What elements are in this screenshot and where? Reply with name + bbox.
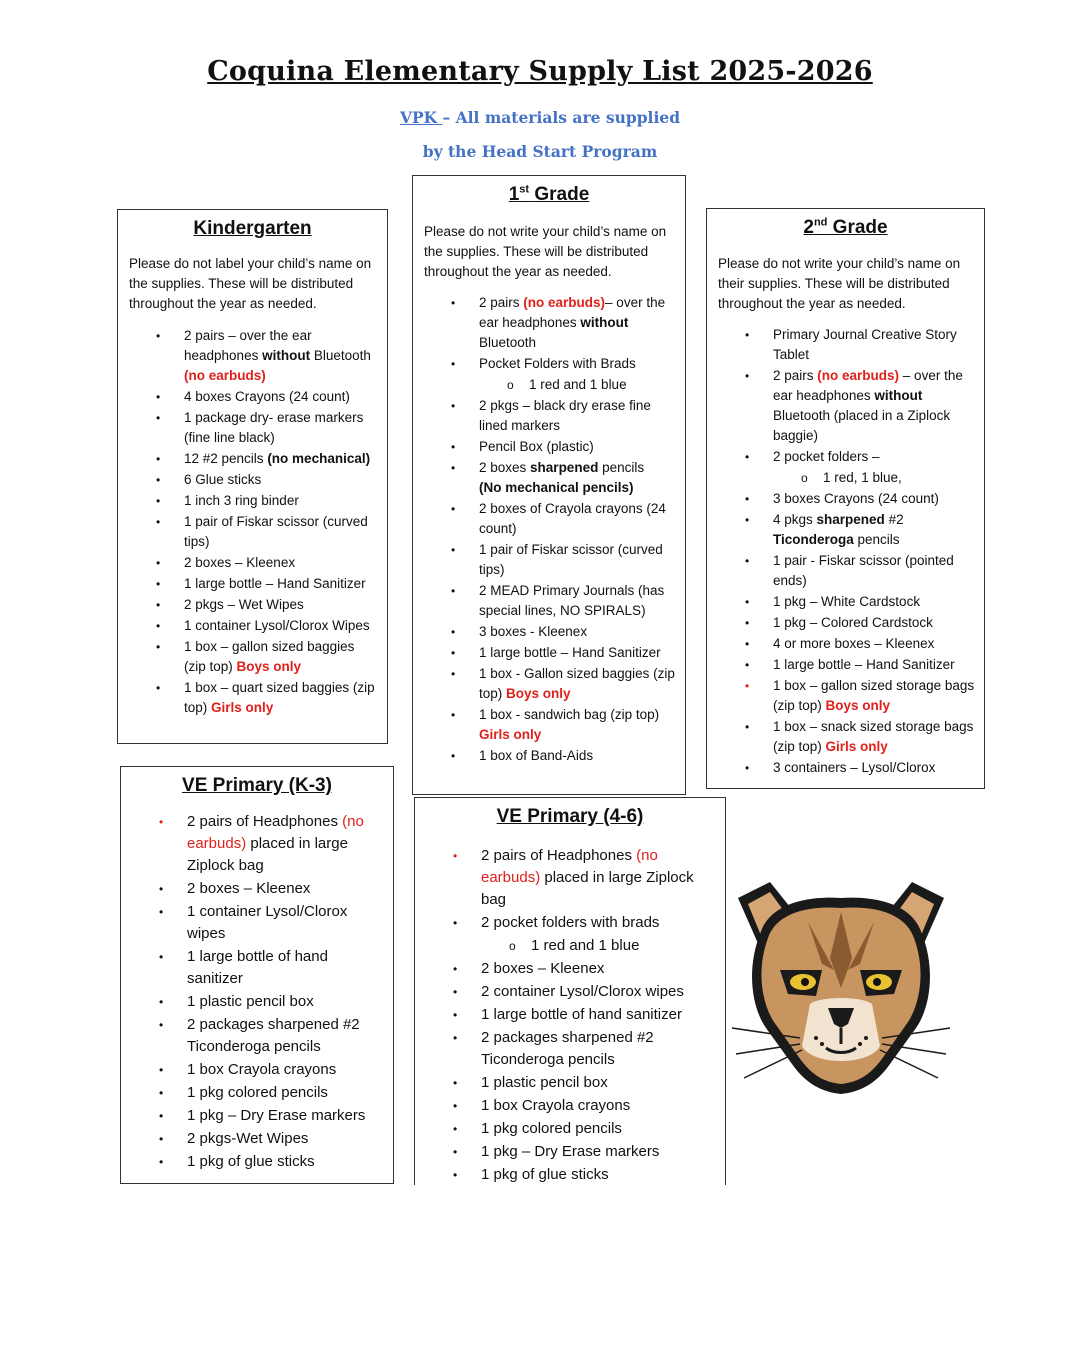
list-item: • 1 package dry- erase markers (fine line black) <box>156 410 364 445</box>
sub-bullet-icon: o <box>507 378 514 393</box>
kindergarten-heading: Kindergarten <box>193 218 312 239</box>
list-item: • 1 pkg colored pencils <box>481 1118 717 1140</box>
bullet-icon: • <box>745 595 750 610</box>
vpk-label: VPK <box>399 108 443 127</box>
list-item: • 2 container Lysol/Clorox wipes <box>481 981 717 1003</box>
list-item: • 2 pkgs-Wet Wipes <box>187 1128 385 1150</box>
list-item: • 1 pair of Fiskar scissor (curved tips) <box>156 514 368 549</box>
list-item: • 1 box – quart sized baggies (zip top) Girls only <box>156 680 375 715</box>
second-grade-intro: Please do not write your child’s name on their supplies. These will be distributed throughout the year as needed. <box>718 256 961 312</box>
bullet-icon: • <box>451 461 456 476</box>
bullet-icon: • <box>159 1132 164 1146</box>
list-item: • 2 boxes of Crayola crayons (24 count) <box>451 501 666 537</box>
ve-primary-46-section <box>414 797 726 1185</box>
list-item: • 2 MEAD Primary Journals (has special lines, NO SPIRALS) <box>451 583 665 619</box>
kindergarten-intro: Please do not label your child’s name on the supplies. These will be distributed throughout the year as needed. <box>129 256 372 311</box>
list-item: • 1 large bottle – Hand Sanitizer <box>479 643 679 663</box>
sub-list-item: o 1 red and 1 blue <box>479 375 679 395</box>
bullet-icon: • <box>453 1168 458 1182</box>
bullet-icon: • <box>451 357 456 372</box>
list-item: • 2 packages sharpened #2 Ticonderoga pencils <box>159 1016 360 1055</box>
ve-primary-46-list <box>453 845 717 1186</box>
bullet-icon: • <box>745 369 750 384</box>
list-item: • 2 pairs – over the ear headphones without Bluetooth (no earbuds) <box>156 328 371 383</box>
bullet-icon: • <box>159 995 164 1009</box>
first-grade-section <box>412 175 686 795</box>
bullet-icon: • <box>159 815 164 829</box>
page-title: Coquina Elementary Supply List 2025-2026 <box>207 56 873 87</box>
list-item: • 1 plastic pencil box <box>481 1072 717 1094</box>
list-item: • Primary Journal Creative Story Tablet <box>745 327 957 363</box>
second-grade-section <box>706 208 985 789</box>
vpk-line-1 <box>0 108 1080 127</box>
list-item: • 1 box Crayola crayons <box>187 1059 385 1081</box>
bullet-icon: • <box>156 329 161 343</box>
list-item: • 1 box – gallon sized storage bags (zip top) Boys only <box>745 678 975 714</box>
bullet-icon: • <box>453 1008 458 1022</box>
bullet-icon: • <box>451 646 456 661</box>
list-item: • 2 pocket folders with brads <box>481 912 717 934</box>
bullet-icon: • <box>159 1063 164 1077</box>
list-item: • 6 Glue sticks <box>184 470 379 490</box>
bullet-icon: • <box>745 616 750 631</box>
list-item: • Pencil Box (plastic) <box>479 437 679 457</box>
first-grade-heading: 1st Grade <box>508 184 590 206</box>
list-item: • 1 pkg – Colored Cardstock <box>773 613 978 633</box>
list-item: • 2 boxes – Kleenex <box>481 958 717 980</box>
list-item: • 1 plastic pencil box <box>187 991 385 1013</box>
list-item: • 2 pairs of Headphones (no earbuds) placed in large Ziplock bag <box>453 847 694 908</box>
list-item: • 4 boxes Crayons (24 count) <box>184 387 379 407</box>
bullet-icon: • <box>156 556 161 570</box>
bullet-icon: • <box>159 1109 164 1123</box>
bullet-icon: • <box>745 761 750 776</box>
bullet-icon: • <box>156 577 161 591</box>
list-item: • 2 boxes sharpened pencils (No mechanical pencils) <box>451 460 645 496</box>
bullet-icon: • <box>159 1086 164 1100</box>
bullet-icon: • <box>451 543 456 558</box>
list-item: • 1 box - Gallon sized baggies (zip top) Boys only <box>451 666 675 702</box>
vpk-line-2: by the Head Start Program <box>422 142 658 161</box>
bullet-icon: • <box>745 658 750 673</box>
list-item: • 3 boxes Crayons (24 count) <box>773 489 978 509</box>
bullet-icon: • <box>745 637 750 652</box>
list-item: • 3 containers – Lysol/Clorox <box>773 758 978 778</box>
bullet-icon: • <box>159 1018 164 1032</box>
bullet-icon: • <box>745 492 750 507</box>
bullet-icon: • <box>451 440 456 455</box>
list-item: • 1 box of Band-Aids <box>479 746 679 766</box>
cougar-mascot-icon <box>730 878 952 1110</box>
bullet-icon: • <box>745 554 750 569</box>
bullet-icon: • <box>745 450 750 465</box>
list-item: • 1 large bottle of hand sanitizer <box>481 1004 717 1026</box>
first-grade-intro: Please do not write your child’s name on the supplies. These will be distributed throughout the year as needed. <box>424 224 667 280</box>
list-item: • 4 or more boxes – Kleenex <box>773 634 978 654</box>
bullet-icon: • <box>745 679 750 694</box>
bullet-icon: • <box>156 473 161 487</box>
list-item: • 3 boxes - Kleenex <box>479 622 679 642</box>
list-item: • 1 large bottle – Hand Sanitizer <box>773 655 978 675</box>
list-item: • 1 pkg of glue sticks <box>481 1164 717 1186</box>
bullet-icon: • <box>159 882 164 896</box>
bullet-icon: • <box>453 849 458 863</box>
list-item: • 1 box – snack sized storage bags (zip top) Girls only <box>745 719 974 755</box>
list-item: • 1 box Crayola crayons <box>481 1095 717 1117</box>
bullet-icon: • <box>745 328 750 343</box>
list-item: • 1 inch 3 ring binder <box>184 491 379 511</box>
sub-bullet-icon: o <box>801 471 808 486</box>
list-item: • 2 boxes – Kleenex <box>184 553 379 573</box>
bullet-icon: • <box>159 905 164 919</box>
bullet-icon: • <box>453 962 458 976</box>
list-item: • 2 pocket folders – <box>773 447 978 467</box>
list-item: • 2 packages sharpened #2 Ticonderoga pencils <box>453 1029 654 1068</box>
first-grade-list <box>451 293 679 766</box>
list-item: • Pocket Folders with Brads <box>479 354 679 374</box>
bullet-icon: • <box>451 708 456 723</box>
list-item: • 1 box - sandwich bag (zip top) Girls only <box>451 707 660 743</box>
bullet-icon: • <box>156 452 161 466</box>
bullet-icon: • <box>156 411 161 425</box>
bullet-icon: • <box>453 916 458 930</box>
list-item: • 1 container Lysol/Clorox wipes <box>159 903 348 942</box>
list-item: • 1 pkg – Dry Erase markers <box>187 1105 385 1127</box>
bullet-icon: • <box>159 1155 164 1169</box>
bullet-icon: • <box>159 950 164 964</box>
bullet-icon: • <box>451 296 456 311</box>
list-item: • 4 pkgs sharpened #2 Ticonderoga pencils <box>745 512 904 548</box>
bullet-icon: • <box>453 985 458 999</box>
bullet-icon: • <box>156 390 161 404</box>
list-item: • 1 large bottle of hand sanitizer <box>159 948 328 987</box>
kindergarten-section <box>117 209 388 744</box>
bullet-icon: • <box>745 513 750 528</box>
list-item: • 2 pkgs – black dry erase fine lined markers <box>451 398 651 434</box>
ve-primary-k3-heading: VE Primary (K-3) <box>182 775 332 796</box>
bullet-icon: • <box>156 619 161 633</box>
list-item: • 12 #2 pencils (no mechanical) <box>184 449 379 469</box>
list-item: • 1 pkg colored pencils <box>187 1082 385 1104</box>
list-item: • 1 container Lysol/Clorox Wipes <box>184 616 379 636</box>
sub-list-item: o 1 red, 1 blue, <box>773 468 978 488</box>
bullet-icon: • <box>451 625 456 640</box>
bullet-icon: • <box>156 598 161 612</box>
list-item: • 1 pair - Fiskar scissor (pointed ends) <box>745 553 954 589</box>
bullet-icon: • <box>156 640 161 654</box>
vpk-line-1-rest: – All materials are supplied <box>442 108 681 127</box>
bullet-icon: • <box>453 1076 458 1090</box>
ve-primary-46-heading: VE Primary (4-6) <box>496 806 644 827</box>
bullet-icon: • <box>453 1031 458 1045</box>
bullet-icon: • <box>156 494 161 508</box>
list-item: • 1 box – gallon sized baggies (zip top) Boys only <box>156 639 355 674</box>
bullet-icon: • <box>451 399 456 414</box>
ve-primary-k3-section <box>120 766 394 1184</box>
list-item: • 2 pairs (no earbuds) – over the ear headphones without Bluetooth (placed in a Ziplock baggie) <box>745 368 963 444</box>
kindergarten-list <box>156 326 379 718</box>
sub-bullet-icon: o <box>509 939 516 953</box>
second-grade-heading: 2nd Grade <box>803 217 888 239</box>
list-item: • 1 large bottle – Hand Sanitizer <box>184 574 379 594</box>
list-item: • 1 pkg – White Cardstock <box>773 592 978 612</box>
bullet-icon: • <box>451 584 456 599</box>
list-item: • 2 pairs of Headphones (no earbuds) placed in large Ziplock bag <box>159 813 364 874</box>
bullet-icon: • <box>451 667 456 682</box>
bullet-icon: • <box>451 502 456 517</box>
bullet-icon: • <box>453 1145 458 1159</box>
sub-list-item: o 1 red and 1 blue <box>481 935 717 957</box>
list-item: • 1 pair of Fiskar scissor (curved tips) <box>451 542 663 578</box>
bullet-icon: • <box>156 515 161 529</box>
list-item: • 1 pkg – Dry Erase markers <box>481 1141 717 1163</box>
second-grade-list <box>745 325 978 778</box>
bullet-icon: • <box>745 720 750 735</box>
bullet-icon: • <box>156 681 161 695</box>
list-item: • 1 pkg of glue sticks <box>187 1151 385 1173</box>
list-item: • 2 pairs (no earbuds)– over the ear headphones without Bluetooth <box>451 295 666 351</box>
list-item: • 2 boxes – Kleenex <box>187 878 385 900</box>
bullet-icon: • <box>453 1099 458 1113</box>
bullet-icon: • <box>453 1122 458 1136</box>
list-item: • 2 pkgs – Wet Wipes <box>184 595 379 615</box>
ve-primary-k3-list <box>159 811 385 1173</box>
bullet-icon: • <box>451 749 456 764</box>
